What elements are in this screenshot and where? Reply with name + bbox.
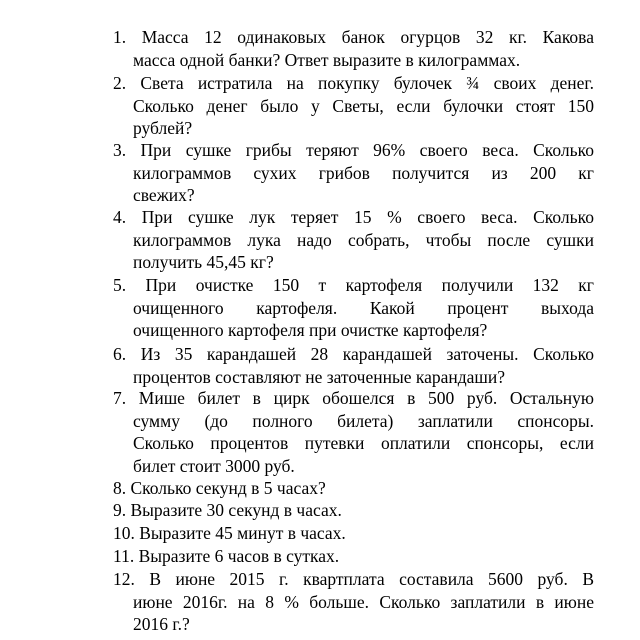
problem-4 bbox=[113, 206, 594, 274]
problem-12 bbox=[113, 568, 594, 636]
problem-8 bbox=[113, 477, 594, 500]
problem-line: Сколько процентов путевки оплатили спонсоры, если bbox=[133, 433, 594, 453]
problem-line: очищенного картофеля. Какой процент выхода bbox=[133, 297, 594, 318]
problem-line: 3. При сушке грибы теряют 96% своего веса. Сколько bbox=[113, 140, 594, 160]
problem-line: 6. Из 35 карандашей 28 карандашей заточены. Сколько bbox=[113, 344, 594, 364]
problem-line: 2. Света истратила на покупку булочек ¾ своих денег. bbox=[113, 73, 594, 93]
problem-line: 9. Выразите 30 секунд в часах. bbox=[113, 500, 342, 520]
problem-line: 2016 г.? bbox=[133, 614, 190, 634]
problem-2 bbox=[113, 72, 594, 140]
problem-6 bbox=[113, 343, 594, 388]
problem-line: июне 2016г. на 8 % больше. Сколько заплатили в июне bbox=[133, 591, 594, 612]
problem-9 bbox=[113, 499, 594, 522]
problem-line: 7. Мише билет в цирк обошелся в 500 руб. Остальную bbox=[113, 388, 594, 408]
problem-line: свежих? bbox=[133, 185, 195, 205]
problem-line: килограммов лука надо собрать, чтобы после сушки bbox=[133, 229, 594, 250]
problem-line: 11. Выразите 6 часов в сутках. bbox=[113, 546, 340, 566]
problem-10 bbox=[113, 522, 594, 545]
problem-line: 1. Масса 12 одинаковых банок огурцов 32 кг. Какова bbox=[113, 27, 594, 47]
problem-line: сумму (до полного билета) заплатили спонсоры. bbox=[133, 410, 594, 431]
problem-7 bbox=[113, 387, 594, 477]
problem-5 bbox=[113, 274, 594, 342]
problem-line: 5. При очистке 150 т картофеля получили 132 кг bbox=[113, 275, 594, 295]
problem-3 bbox=[113, 139, 594, 207]
problem-line: процентов составляют не заточенные карандаши? bbox=[133, 366, 506, 387]
problem-line: билет стоит 3000 руб. bbox=[133, 455, 295, 476]
problem-11 bbox=[113, 545, 594, 568]
problem-line: 10. Выразите 45 минут в часах. bbox=[113, 523, 346, 543]
problem-1 bbox=[113, 26, 594, 71]
problem-line: 8. Сколько секунд в 5 часах? bbox=[113, 478, 326, 498]
problem-line: килограммов сухих грибов получится из 200 кг bbox=[133, 162, 594, 183]
problem-line: получить 45,45 кг? bbox=[133, 252, 274, 272]
problem-line: Сколько денег было у Светы, если булочки стоят 150 bbox=[133, 95, 594, 116]
problem-line: очищенного картофеля при очистке картофеля? bbox=[133, 320, 488, 340]
problem-line: рублей? bbox=[133, 118, 193, 138]
problem-line: масса одной банки? Ответ выразите в килограммах. bbox=[133, 49, 521, 70]
problem-line: 4. При сушке лук теряет 15 % своего веса. Сколько bbox=[113, 207, 594, 227]
problem-line: 12. В июне 2015 г. квартплата составила 5600 руб. В bbox=[113, 569, 594, 589]
